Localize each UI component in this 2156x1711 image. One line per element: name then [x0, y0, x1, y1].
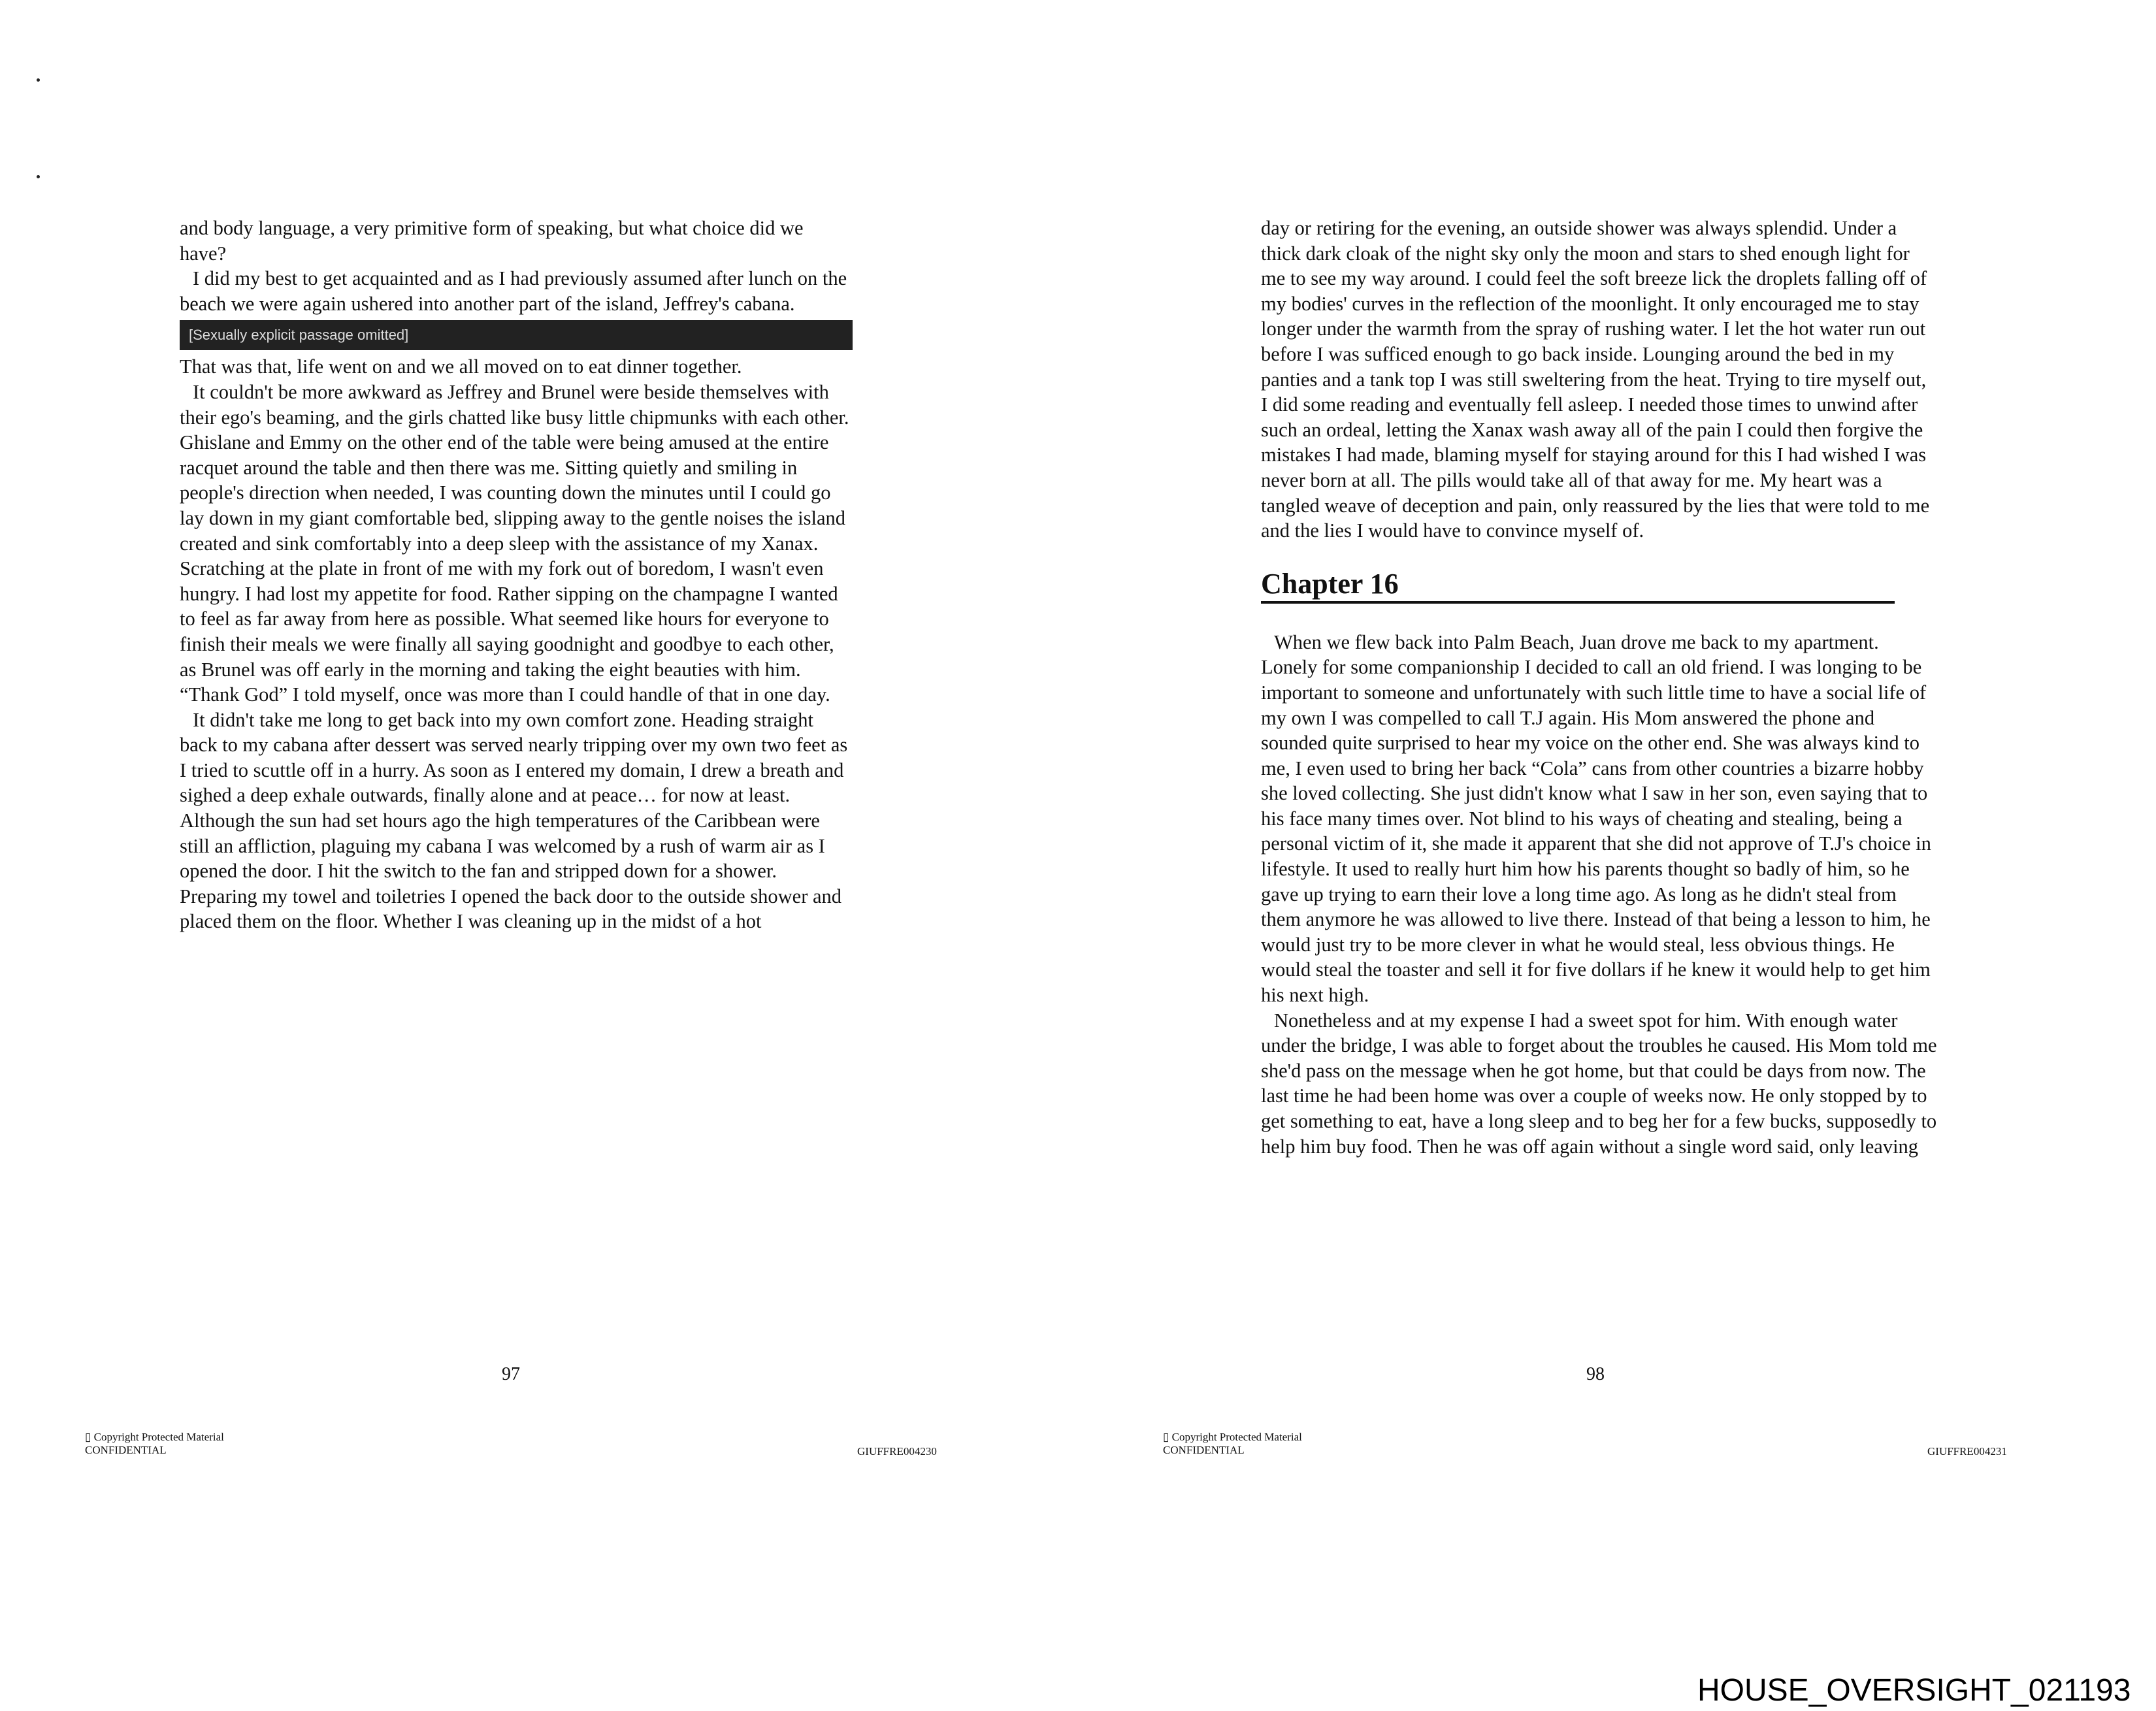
right-page-text: [1261, 216, 1937, 1159]
bates-number: GIUFFRE004231: [1927, 1445, 2007, 1458]
copyright-notice: [85, 1431, 224, 1457]
left-page-text: [180, 216, 853, 934]
paragraph: It couldn't be more awkward as Jeffrey and Brunel were beside themselves with their ego's beaming, and the girls chatted like busy little chipmunks with each other. Ghislane and Emmy on the other end of the table were being amused at the entire racquet around the table and then there was me. Sitting quietly and smiling in people's direction when needed, I was counting down the minutes until I could go lay down in my giant comfortable bed, slipping away to the gentle noises the island created and sink comfortably into a deep sleep with the assistance of my Xanax. Scratching at the plate in front of me with my fork out of boredom, I wasn't even hungry. I had lost my appetite for food. Rather sipping on the champagne I wanted to feel as far away from here as possible. What seemed like hours for everyone to finish their meals we were finally all saying goodnight and goodbye to each other, as Brunel was off early in the morning and taking the eight beauties with him. “Thank God” I told myself, once was more than I could handle of that in one day.: [180, 380, 849, 706]
chapter-heading: [1261, 567, 1937, 604]
redaction-block: [Sexually explicit passage omitted]: [180, 320, 853, 350]
paragraph: When we flew back into Palm Beach, Juan drove me back to my apartment. Lonely for some companionship I decided to call an old friend. I was longing to be important to someone and unfortunately with such little time to have a social life of my own I was compelled to call T.J again. His Mom answered the phone and sounded quite surprised to hear my voice on the other end. She was always kind to me, I even used to bring her back “Cola” cans from other countries a bizarre hobby she loved collecting. She just didn't know what I saw in her son, even saying that to his face many times over. Not blind to his ways of cheating and stealing, being a personal victim of it, she made it apparent that she did not approve of T.J's choice in lifestyle. It used to really hurt him how his parents thought so badly of him, so he gave up trying to earn their love a long time ago. As long as he didn't steal from them anymore he was allowed to live there. Instead of that being a lesson to him, he would just try to be more clever in what he would steal, less obvious things. He would steal the toaster and sell it for five dollars if he knew it would help to get him his next high.: [1261, 630, 1931, 1007]
paragraph: day or retiring for the evening, an outside shower was always splendid. Under a thick dark cloak of the night sky only the moon and stars to shed enough light for me to see my way around. I could feel the soft breeze lick the droplets falling off of my bodies' curves in the reflection of the moonlight. It only encouraged me to stay longer under the warmth from the spray of rushing water. I let the hot water run out before I was sufficed enough to go back inside. Lounging around the bed in my panties and a tank top I was still sweltering from the heat. Trying to tire myself out, I did some reading and eventually fell asleep. I needed those times to unwind after such an ordeal, letting the Xanax wash away all of the pain I could then forgive the mistakes I had made, blaming myself for staying around for this I had wished I was never born at all. The pills would take all of that away for me. My heart was a tangled weave of deception and pain, only reassured by the lies that were told to me and the lies I would have to convince myself of.: [1261, 217, 1930, 542]
bates-number: GIUFFRE004230: [857, 1445, 937, 1458]
house-oversight-stamp: HOUSE_OVERSIGHT_021193: [1697, 1673, 2131, 1708]
paragraph: That was that, life went on and we all moved on to eat dinner together.: [180, 355, 742, 378]
paragraph: Nonetheless and at my expense I had a sweet spot for him. With enough water under the bridge, I was able to forget about the troubles he caused. His Mom told me she'd pass on the message when he got home, but that could be days from now. The last time he had been home was over a couple of weeks now. He only stopped by to get something to eat, have a long sleep and to beg her for a few bucks, supposedly to help him buy food. Then he was off again without a single word said, only leaving: [1261, 1009, 1937, 1158]
copyright-notice: [1163, 1431, 1302, 1457]
page-number: 97: [502, 1364, 520, 1384]
paragraph: It didn't take me long to get back into my own comfort zone. Heading straight back to my cabana after dessert was served nearly tripping over my own two feet as I tried to scuttle off in a hurry. As soon as I entered my domain, I drew a breath and sighed a deep exhale outwards, finally alone and at peace… for now at least. Although the sun had set hours ago the high temperatures of the Caribbean were still an affliction, plaguing my cabana I was welcomed by a rush of warm air as I opened the door. I hit the switch to the fan and stripped down for a shower. Preparing my towel and toiletries I opened the back door to the outside shower and placed them on the floor. Whether I was cleaning up in the midst of a hot: [180, 708, 848, 933]
paragraph: and body language, a very primitive form of speaking, but what choice did we have?: [180, 217, 804, 265]
right-page: [1078, 0, 2156, 1503]
confidential-label: CONFIDENTIAL: [85, 1444, 167, 1456]
confidential-label: CONFIDENTIAL: [1163, 1444, 1245, 1456]
copyright-line: ▯ Copyright Protected Material: [1163, 1431, 1302, 1443]
paragraph: I did my best to get acquainted and as I had previously assumed after lunch on the beach we were again ushered into another part of the island, Jeffrey's cabana.: [180, 267, 847, 315]
left-page: [0, 0, 1078, 1503]
copyright-line: ▯ Copyright Protected Material: [85, 1431, 224, 1443]
page-number: 98: [1586, 1364, 1605, 1384]
chapter-title: Chapter 16: [1261, 567, 1895, 604]
